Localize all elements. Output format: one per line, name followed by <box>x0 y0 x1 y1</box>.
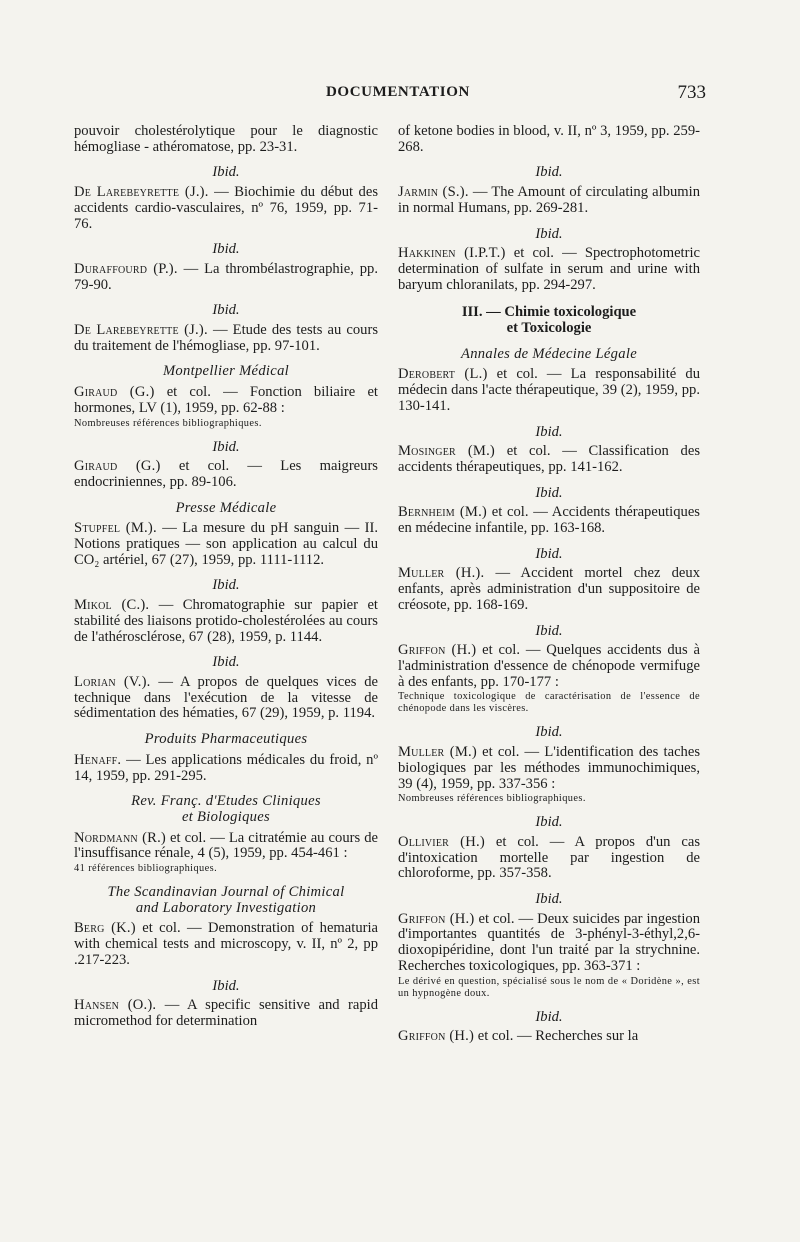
bibliography-entry <box>74 675 378 722</box>
journal-heading-line: The Scandinavian Journal of Chimical <box>107 884 345 901</box>
author: Nordmann (R.) <box>74 829 166 846</box>
author: De Larebeyrette (J.). <box>74 184 209 201</box>
entry-text: et col. — Deux suicides par ingestion d'importantes quantités de 3-phényl-3-éthyl,2,6-dioxopipéridine, dont l'un traité par la strychnine. Recherches toxicologiques, pp. 363-371 : <box>398 910 701 974</box>
bibliography-entry <box>398 505 700 536</box>
bibliography-entry <box>74 753 378 784</box>
bibliography-entry <box>74 998 378 1029</box>
right-column <box>398 124 700 1053</box>
bibliography-entry <box>74 323 378 354</box>
bibliography-entry <box>74 831 378 875</box>
author: Lorian (V.). <box>74 673 151 690</box>
journal-heading: Produits Pharmaceutiques <box>144 731 308 748</box>
journal-heading: Annales de Médecine Légale <box>461 345 637 362</box>
left-column <box>74 124 378 1038</box>
entry-text: et col. — La responsabilité du médecin dans l'acte thérapeutique, 39 (2), 1959, pp. 130-141. <box>398 366 700 414</box>
ibid-label: Ibid. <box>535 1008 563 1025</box>
author: Ollivier (H.) <box>398 833 485 850</box>
entry-text: et col. — Quelques accidents dus à l'administration d'essence de chénopode vermifuge à des enfants, pp. 170-177 : <box>398 642 700 690</box>
entry-text: et col. — Les maigreurs endocriniennes, pp. 89-106. <box>74 458 378 490</box>
author: Hansen (O.). <box>74 997 157 1014</box>
author: Mosinger (M.) <box>398 443 495 460</box>
bibliography-entry <box>398 444 700 475</box>
page-number: 733 <box>677 82 706 103</box>
author: Berg (K.) <box>74 920 136 937</box>
ibid-label: Ibid. <box>535 484 563 501</box>
entry-text: et col. — A propos d'un cas d'intoxication mortelle par ingestion de chloroforme, pp. 357-358. <box>398 833 701 882</box>
ibid-label: Ibid. <box>212 977 240 994</box>
ibid-label: Ibid. <box>535 545 563 562</box>
bibliography-entry <box>398 835 700 882</box>
entry-text: — Les applications médicales du froid, nº 14, 1959, pp. 291-295. <box>74 751 378 784</box>
author: Griffon (H.) <box>398 642 477 659</box>
entry-text: et col. — Fonction biliaire et hormones, LV (1), 1959, pp. 62-88 : <box>74 384 378 416</box>
section-heading <box>398 305 700 336</box>
entry-text: — Etude des tests au cours du traitement de l'hémogliase, pp. 97-101. <box>74 322 379 354</box>
journal-heading: Montpellier Médical <box>162 363 290 380</box>
ibid-label: Ibid. <box>212 241 240 258</box>
bibliography-entry: pouvoir cholestérolytique pour le diagnostic hémogliase - athéromatose, pp. 23-31. <box>74 123 378 155</box>
entry-note: Nombreuses références bibliographiques. <box>74 417 262 429</box>
journal-heading: Presse Médicale <box>175 499 277 516</box>
bibliography-entry <box>398 185 700 216</box>
entry-note: Technique toxicologique de caractérisation de l'essence de chénopode dans les viscères. <box>398 691 700 715</box>
bibliography-entry <box>74 385 378 429</box>
bibliography-entry <box>74 185 378 232</box>
author: Hakkinen (I.P.T.) <box>398 245 506 262</box>
author: Griffon (H.) <box>398 1028 475 1045</box>
entry-text: et col. — Spectrophotometric determination of sulfate in serum and urine with baryum chloranilats, pp. 294-297. <box>398 245 700 293</box>
ibid-label: Ibid. <box>212 302 240 319</box>
author: Henaff. <box>74 751 122 768</box>
page-header <box>0 84 800 108</box>
entry-note: Le dérivé en question, spécialisé sous le nom de « Doridène », est un hypnogène doux. <box>398 975 700 999</box>
author: Duraffourd (P.). <box>74 260 178 277</box>
entry-text: — Chromatographie sur papier et stabilité des liaisons protido-cholestérolées au cours de l'athérosclérose, 67 (28), 1959, p. 1144. <box>74 597 378 645</box>
bibliography-entry <box>398 1029 700 1045</box>
entry-text: — Biochimie du début des accidents cardio-vasculaires, nº 76, 1959, pp. 71-76. <box>74 184 379 232</box>
entry-text: — A propos de quelques vices de technique dans l'exécution de la vitesse de sédimentation des hématies, 67 (29), 1959, p. 1194. <box>74 673 378 722</box>
bibliography-entry <box>398 246 700 293</box>
ibid-label: Ibid. <box>535 225 563 242</box>
author: Stupfel (M.). <box>74 520 157 537</box>
ibid-label: Ibid. <box>535 164 563 181</box>
bibliography-entry <box>74 459 378 490</box>
entry-note: Nombreuses références bibliographiques. <box>398 793 586 805</box>
ibid-label: Ibid. <box>212 654 240 671</box>
author: Giraud (G.) <box>74 458 161 475</box>
ibid-label: Ibid. <box>535 622 563 639</box>
bibliography-entry <box>398 745 700 805</box>
entry-text: — La thrombélastrographie, pp. 79-90. <box>74 260 378 293</box>
entry-text: — La mesure du pH sanguin — II. Notions pratiques — son application au calcul du CO₂ artériel, 67 (27), 1959, pp. 1111-1112. <box>74 520 378 568</box>
entry-text: et col. — La citratémie au cours de l'insuffisance rénale, 4 (5), 1959, pp. 454-461 : <box>74 829 378 862</box>
ibid-label: Ibid. <box>535 891 563 908</box>
author: Mikol (C.). <box>74 597 150 614</box>
journal-heading <box>74 794 378 825</box>
entry-text: et col. — Recherches sur la <box>474 1028 639 1045</box>
ibid-label: Ibid. <box>535 724 563 741</box>
journal-heading <box>74 885 378 916</box>
author: Griffon (H.) <box>398 910 475 927</box>
ibid-label: Ibid. <box>212 438 240 455</box>
entry-text: et col. — L'identification des taches biologiques par les méthodes immunochimiques, 39 (4), 1959, pp. 337-356 : <box>398 744 700 792</box>
entry-text: et col. — Classification des accidents thérapeutiques, pp. 141-162. <box>398 443 700 475</box>
bibliography-entry <box>398 566 700 613</box>
author: Muller (M.) <box>398 744 477 761</box>
entry-text: et col. — Accidents thérapeutiques en médecine infantile, pp. 163-168. <box>398 504 700 537</box>
bibliography-entry <box>74 598 378 645</box>
journal-heading-line: Rev. Franç. d'Etudes Cliniques <box>131 793 321 810</box>
bibliography-entry <box>398 367 700 414</box>
author: Bernheim (M.) <box>398 504 487 521</box>
author: Giraud (G.) <box>74 384 155 401</box>
section-heading-line: III. — Chimie toxicologique <box>461 304 637 321</box>
journal-heading-line: et Biologiques <box>181 808 271 825</box>
ibid-label: Ibid. <box>212 164 240 181</box>
bibliography-entry <box>74 521 378 568</box>
author: De Larebeyrette (J.). <box>74 322 208 339</box>
bibliography-entry <box>74 921 378 968</box>
bibliography-entry: of ketone bodies in blood, v. II, nº 3, 1959, pp. 259-268. <box>398 123 700 155</box>
ibid-label: Ibid. <box>535 423 563 440</box>
section-heading-line: et Toxicologie <box>506 320 592 337</box>
ibid-label: Ibid. <box>212 577 240 594</box>
entry-text: et col. — Demonstration of hematuria with chemical tests and microscopy, v. II, nº 2, pp .217-223. <box>74 920 379 968</box>
entry-text: — The Amount of circulating albumin in normal Humans, pp. 269-281. <box>398 184 701 216</box>
bibliography-entry <box>74 262 378 293</box>
ibid-label: Ibid. <box>535 814 563 831</box>
bibliography-entry <box>398 912 700 1000</box>
entry-text: — Accident mortel chez deux enfants, après administration d'un suppositoire de créosote, pp. 168-169. <box>398 565 700 613</box>
entry-note: 41 références bibliographiques. <box>74 863 218 875</box>
entry-text: — A specific sensitive and rapid micromethod for determination <box>74 997 378 1029</box>
author: Jarmin (S.). <box>398 184 469 201</box>
journal-heading-line: and Laboratory Investigation <box>135 899 317 916</box>
bibliography-entry <box>398 643 700 715</box>
author: Derobert (L.) <box>398 366 488 383</box>
author: Muller (H.). <box>398 565 485 582</box>
running-title: DOCUMENTATION <box>326 84 470 100</box>
